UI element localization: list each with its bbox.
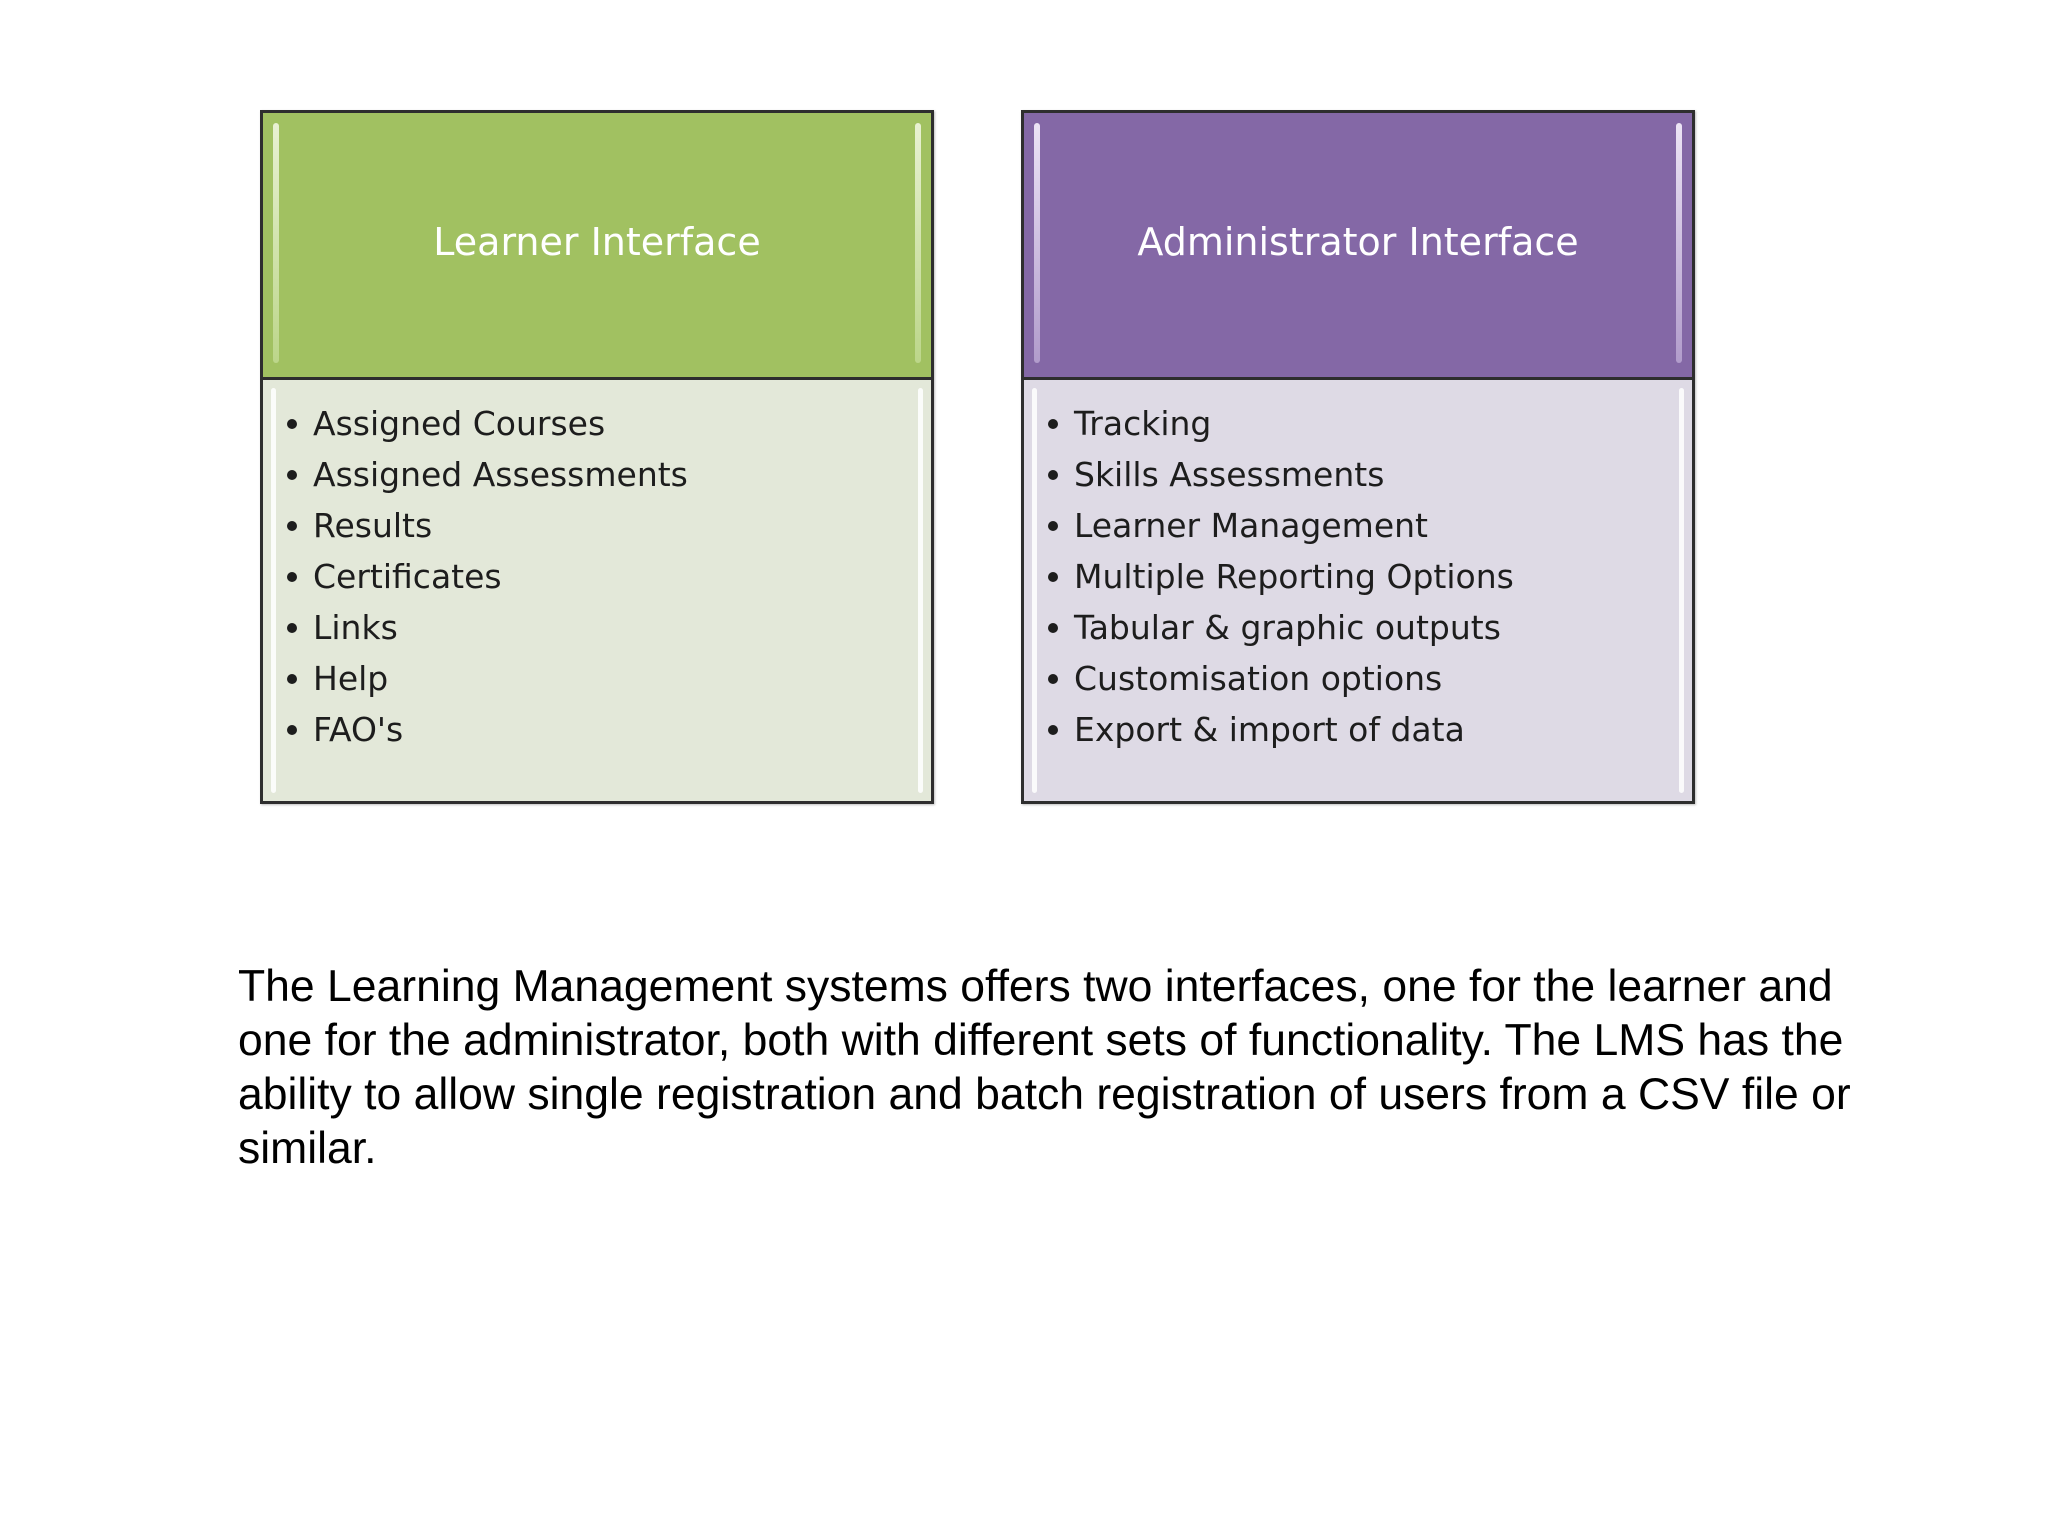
list-item: [1044, 449, 1672, 500]
list-item: [1044, 551, 1672, 602]
list-item-label: Export & import of data: [1074, 710, 1465, 749]
list-item-label: Customisation options: [1074, 659, 1443, 698]
description-paragraph: The Learning Management systems offers two interfaces, one for the learner and one for the administrator, both with different sets of functionality. The LMS has the ability to allow single registration and batch registration of users from a CSV file or similar.: [238, 962, 1851, 1173]
list-item: [1044, 704, 1672, 755]
list-item: [283, 653, 911, 704]
list-item: [283, 500, 911, 551]
bullet-icon: [1048, 572, 1058, 582]
list-item-label: Help: [313, 659, 389, 698]
list-item-label: Certificates: [313, 557, 502, 596]
list-item-label: Results: [313, 506, 433, 545]
list-item: [1044, 398, 1672, 449]
administrator-interface-title: Administrator Interface: [1024, 113, 1692, 380]
list-item: [1044, 602, 1672, 653]
list-item-label: Skills Assessments: [1074, 455, 1385, 494]
bullet-icon: [287, 521, 297, 531]
list-item-label: Multiple Reporting Options: [1074, 557, 1514, 596]
list-item-label: Assigned Courses: [313, 404, 606, 443]
list-item: [1044, 653, 1672, 704]
bullet-icon: [1048, 725, 1058, 735]
list-item: [283, 704, 911, 755]
bullet-icon: [287, 623, 297, 633]
learner-interface-body: [263, 380, 931, 801]
administrator-feature-list: [1044, 398, 1672, 755]
bullet-icon: [1048, 470, 1058, 480]
list-item-label: Assigned Assessments: [313, 455, 688, 494]
learner-feature-list: [283, 398, 911, 755]
administrator-interface-body: [1024, 380, 1692, 801]
list-item-label: Learner Management: [1074, 506, 1428, 545]
list-item-label: Links: [313, 608, 398, 647]
administrator-interface-panel: [1021, 110, 1695, 804]
list-item: [1044, 500, 1672, 551]
list-item: [283, 398, 911, 449]
learner-interface-panel: [260, 110, 934, 804]
learner-interface-title: Learner Interface: [263, 113, 931, 380]
bullet-icon: [287, 725, 297, 735]
bullet-icon: [287, 419, 297, 429]
list-item-label: Tracking: [1074, 404, 1212, 443]
bullet-icon: [1048, 521, 1058, 531]
bullet-icon: [1048, 419, 1058, 429]
bullet-icon: [1048, 623, 1058, 633]
list-item: [283, 551, 911, 602]
bullet-icon: [287, 674, 297, 684]
bullet-icon: [287, 572, 297, 582]
list-item-label: FAO's: [313, 710, 404, 749]
list-item: [283, 602, 911, 653]
list-item: [283, 449, 911, 500]
list-item-label: Tabular & graphic outputs: [1074, 608, 1501, 647]
bullet-icon: [1048, 674, 1058, 684]
bullet-icon: [287, 470, 297, 480]
